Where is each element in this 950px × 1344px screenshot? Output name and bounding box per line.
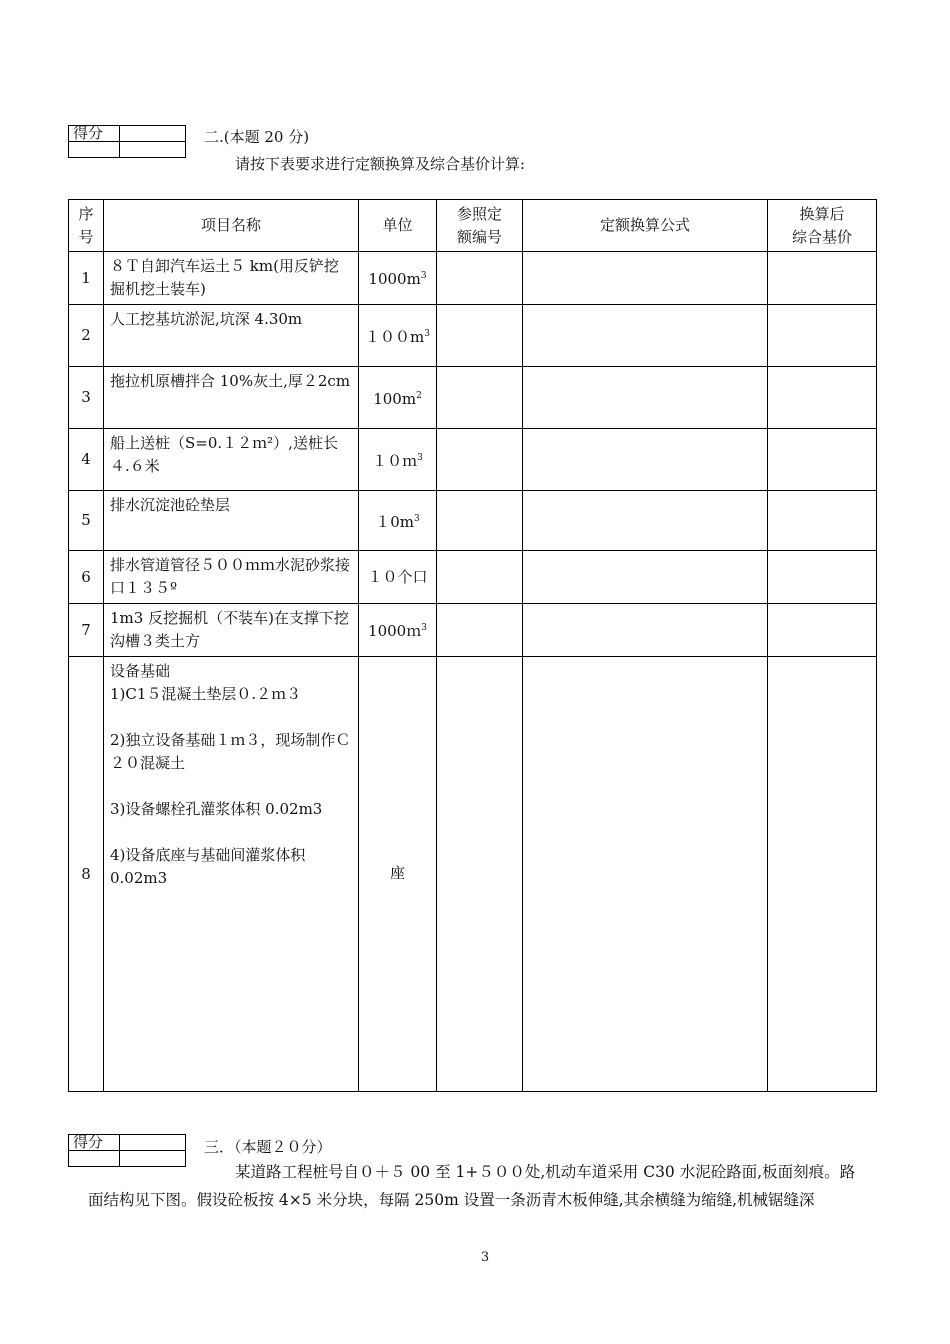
row-number: 6 — [69, 551, 104, 604]
section3-paragraph-line1: 某道路工程桩号自０＋５ 00 至 1+５００处,机动车道采用 C30 水泥砼路面,板面刻痕。路 — [235, 1163, 856, 1181]
row-name: 排水管道管径５００ｍｍ水泥砂浆接口１３５º — [104, 551, 359, 604]
row-unit: 座 — [359, 657, 437, 1092]
row-number: 7 — [69, 604, 104, 657]
section3-title: 三．（本题２０分） — [204, 1138, 332, 1156]
row-unit: $1000m^3$ — [359, 252, 437, 305]
table-header-row — [69, 200, 877, 252]
row-price — [768, 305, 877, 367]
row-price — [768, 604, 877, 657]
section2-title: 二.(本题 20 分) — [204, 128, 310, 146]
score-label: 得分 — [69, 126, 120, 142]
row-price — [768, 551, 877, 604]
header-seq: 序 号 — [69, 200, 104, 252]
row-number: 8 — [69, 657, 104, 1092]
row-ref — [437, 551, 523, 604]
row-number: 5 — [69, 491, 104, 551]
row-formula — [523, 604, 768, 657]
row-ref — [437, 491, 523, 551]
row-name: 人工挖基坑淤泥,坑深 4.30m — [104, 305, 359, 367]
row-unit: $100m^2$ — [359, 367, 437, 429]
row-ref — [437, 367, 523, 429]
row-formula — [523, 367, 768, 429]
score-box-section2 — [68, 125, 186, 158]
table-row — [69, 305, 877, 367]
row-number: 3 — [69, 367, 104, 429]
header-ref: 参照定 额编号 — [437, 200, 523, 252]
row8-item: 4)设备底座与基础间灌浆体积 0.02m3 — [110, 846, 306, 887]
row-number: 2 — [69, 305, 104, 367]
row-price — [768, 252, 877, 305]
score-empty-cell — [120, 142, 186, 158]
table-row — [69, 491, 877, 551]
section3-paragraph-line2: 面结构见下图。假设砼板按 4×5 米分块，每隔 250m 设置一条沥青木板伸缝,其余横缝为缩缝,机械锯缝深 — [88, 1191, 815, 1209]
row-unit: １０ｍ$^3$ — [359, 429, 437, 491]
row-unit: 1000ｍ$^3$ — [359, 604, 437, 657]
row-price — [768, 367, 877, 429]
row-formula — [523, 491, 768, 551]
score-value-cell — [120, 1135, 186, 1151]
table-row-equipment-foundation — [69, 657, 877, 1092]
score-empty-cell — [120, 1151, 186, 1167]
row-name-multiline — [104, 657, 359, 1092]
score-value-cell — [120, 126, 186, 142]
row-formula — [523, 429, 768, 491]
row-formula — [523, 657, 768, 1092]
row-price — [768, 657, 877, 1092]
row-ref — [437, 305, 523, 367]
table-row — [69, 367, 877, 429]
header-formula: 定额换算公式 — [523, 200, 768, 252]
row-formula — [523, 551, 768, 604]
row-unit: $100m^3$ — [359, 305, 437, 367]
table-row — [69, 551, 877, 604]
row-ref — [437, 657, 523, 1092]
row-number: 1 — [69, 252, 104, 305]
header-unit: 单位 — [359, 200, 437, 252]
score-label: 得分 — [69, 1135, 120, 1151]
row-ref — [437, 429, 523, 491]
row-name: 排水沉淀池砼垫层 — [104, 491, 359, 551]
row-ref — [437, 604, 523, 657]
header-price: 换算后 综合基价 — [768, 200, 877, 252]
table-row — [69, 252, 877, 305]
row-unit: $10m^3$ — [359, 491, 437, 551]
row-formula — [523, 305, 768, 367]
quota-table — [68, 199, 877, 1092]
row-name: 船上送桩（S=0.１２ｍ²）,送桩长４.６米 — [104, 429, 359, 491]
section2-instruction: 请按下表要求进行定额换算及综合基价计算: — [235, 155, 526, 173]
row-price — [768, 429, 877, 491]
row-price — [768, 491, 877, 551]
row8-item: 3)设备螺栓孔灌浆体积 0.02m3 — [110, 800, 323, 818]
row8-item: 1)C1５混凝土垫层０.２ｍ３ — [110, 685, 302, 703]
score-empty-cell — [69, 1151, 120, 1167]
row-name: ８Ｔ自卸汽车运土５ km(用反铲挖掘机挖土装车) — [104, 252, 359, 305]
row-name: 拖拉机原槽拌合 10%灰土,厚２2cm — [104, 367, 359, 429]
row-unit: １０个口 — [359, 551, 437, 604]
page-number: 3 — [480, 1250, 490, 1265]
row-number: 4 — [69, 429, 104, 491]
row8-item: 2)独立设备基础１ｍ３，现场制作Ｃ２０混凝土 — [110, 731, 351, 772]
table-row — [69, 429, 877, 491]
row8-title: 设备基础 — [110, 662, 171, 680]
table-row — [69, 604, 877, 657]
row-name: 1m3 反挖掘机（不装车)在支撑下挖沟槽３类土方 — [104, 604, 359, 657]
score-empty-cell — [69, 142, 120, 158]
row-ref — [437, 252, 523, 305]
header-name: 项目名称 — [104, 200, 359, 252]
row-formula — [523, 252, 768, 305]
score-box-section3 — [68, 1134, 186, 1167]
